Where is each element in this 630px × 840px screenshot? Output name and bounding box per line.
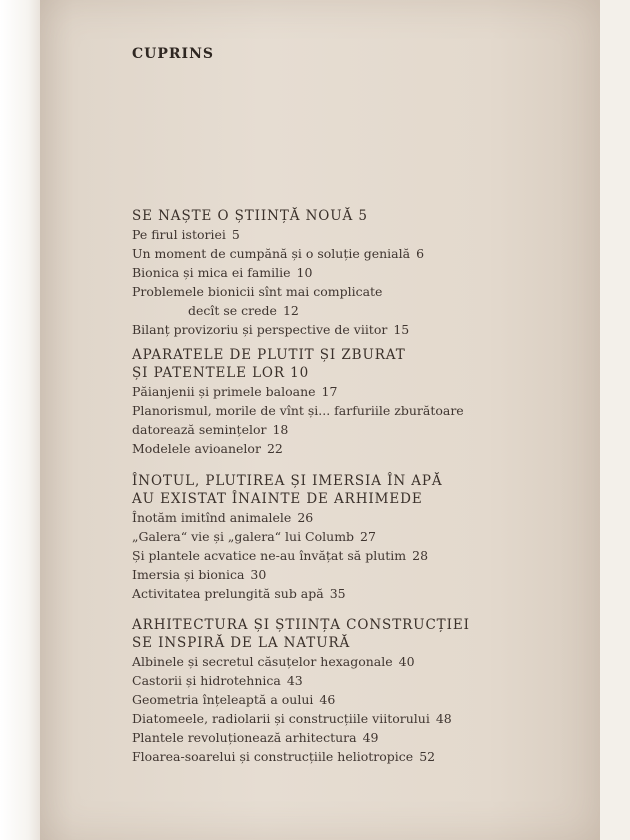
entry-title: Albinele și secretul căsuțelor hexagonale <box>132 654 393 669</box>
entry-page: 49 <box>362 730 379 745</box>
entry-title: Înotăm imitînd animalele <box>132 510 292 525</box>
section-heading: ARHITECTURA ȘI ȘTIINȚA CONSTRUCȚIEI <box>132 617 470 633</box>
section-heading: ȘI PATENTELE LOR 10 <box>132 365 310 381</box>
entry-title: datorează semințelor <box>132 422 267 437</box>
toc-entry <box>132 546 572 565</box>
section-heading: SE INSPIRĂ DE LA NATURĂ <box>132 635 351 651</box>
toc-entry <box>132 439 572 458</box>
toc-entry <box>132 584 572 603</box>
book-page <box>40 0 600 840</box>
toc-section <box>132 207 572 339</box>
entry-title: decît se crede <box>188 303 277 318</box>
entry-title: Plantele revoluționează arhitectura <box>132 730 357 745</box>
toc-entry <box>132 382 572 401</box>
entry-title: Bilanț provizoriu și perspective de viitor <box>132 322 388 337</box>
entry-page: 18 <box>272 422 289 437</box>
entry-title: Geometria înțeleaptă a oului <box>132 692 314 707</box>
toc-entry <box>132 709 572 728</box>
entry-page: 26 <box>297 510 314 525</box>
toc-section <box>132 472 572 603</box>
entry-page: 27 <box>360 529 376 544</box>
entry-page: 35 <box>329 586 346 601</box>
toc-entry <box>132 508 572 527</box>
entry-page: 12 <box>282 303 299 318</box>
entry-page: 5 <box>231 227 240 242</box>
entry-page: 46 <box>319 692 336 707</box>
section-heading: ÎNOTUL, PLUTIREA ȘI IMERSIA ÎN APĂ <box>132 473 443 489</box>
toc-entry <box>132 747 572 766</box>
entry-title: Castorii și hidrotehnica <box>132 673 281 688</box>
entry-title: Pe firul istoriei <box>132 227 226 242</box>
toc-entry-continuation <box>132 420 572 439</box>
entry-page: 48 <box>435 711 452 726</box>
entry-title: Modelele avioanelor <box>132 441 261 456</box>
toc-entry <box>132 565 572 584</box>
toc-entry <box>132 690 572 709</box>
toc-entry <box>132 320 572 339</box>
toc-entry <box>132 527 572 546</box>
entry-title: Planorismul, morile de vînt și... farfuriile zburătoare <box>132 403 464 418</box>
entry-page: 52 <box>419 749 436 764</box>
toc-entry <box>132 263 572 282</box>
entry-page: 40 <box>398 654 415 669</box>
toc-entry <box>132 728 572 747</box>
entry-page: 43 <box>286 673 303 688</box>
page-margin <box>0 0 40 840</box>
entry-title: Diatomeele, radiolarii și construcțiile viitorului <box>132 711 430 726</box>
entry-title: Un moment de cumpănă și o soluție genială <box>132 246 411 261</box>
toc-section <box>132 346 572 458</box>
section-heading: AU EXISTAT ÎNAINTE DE ARHIMEDE <box>132 491 423 507</box>
toc-entry <box>132 282 572 301</box>
section-heading: SE NAȘTE O ȘTIINȚĂ NOUĂ 5 <box>132 208 368 224</box>
entry-title: Păianjenii și primele baloane <box>132 384 316 399</box>
entry-title: Floarea-soarelui și construcțiile heliotropice <box>132 749 414 764</box>
section-heading: APARATELE DE PLUTIT ȘI ZBURAT <box>132 347 406 363</box>
toc-entry <box>132 244 572 263</box>
entry-title: Bionica și mica ei familie <box>132 265 291 280</box>
toc-entry <box>132 225 572 244</box>
toc-section <box>132 616 572 766</box>
entry-page: 15 <box>393 322 410 337</box>
entry-page: 28 <box>412 548 429 563</box>
entry-title: Imersia și bionica <box>132 567 245 582</box>
entry-title: Problemele bionicii sînt mai complicate <box>132 284 383 299</box>
entry-page: 10 <box>296 265 313 280</box>
entry-title: „Galera“ vie și „galera“ lui Columb <box>132 529 355 544</box>
toc-entry-continuation <box>132 301 572 320</box>
entry-page: 30 <box>250 567 267 582</box>
toc-entry <box>132 671 572 690</box>
toc-entry <box>132 652 572 671</box>
entry-title: Activitatea prelungită sub apă <box>132 586 324 601</box>
entry-page: 6 <box>416 246 425 261</box>
page-title: CUPRINS <box>132 46 214 62</box>
entry-page: 17 <box>321 384 338 399</box>
entry-title: Și plantele acvatice ne-au învățat să plutim <box>132 548 407 563</box>
toc-entry <box>132 401 572 420</box>
entry-page: 22 <box>266 441 283 456</box>
